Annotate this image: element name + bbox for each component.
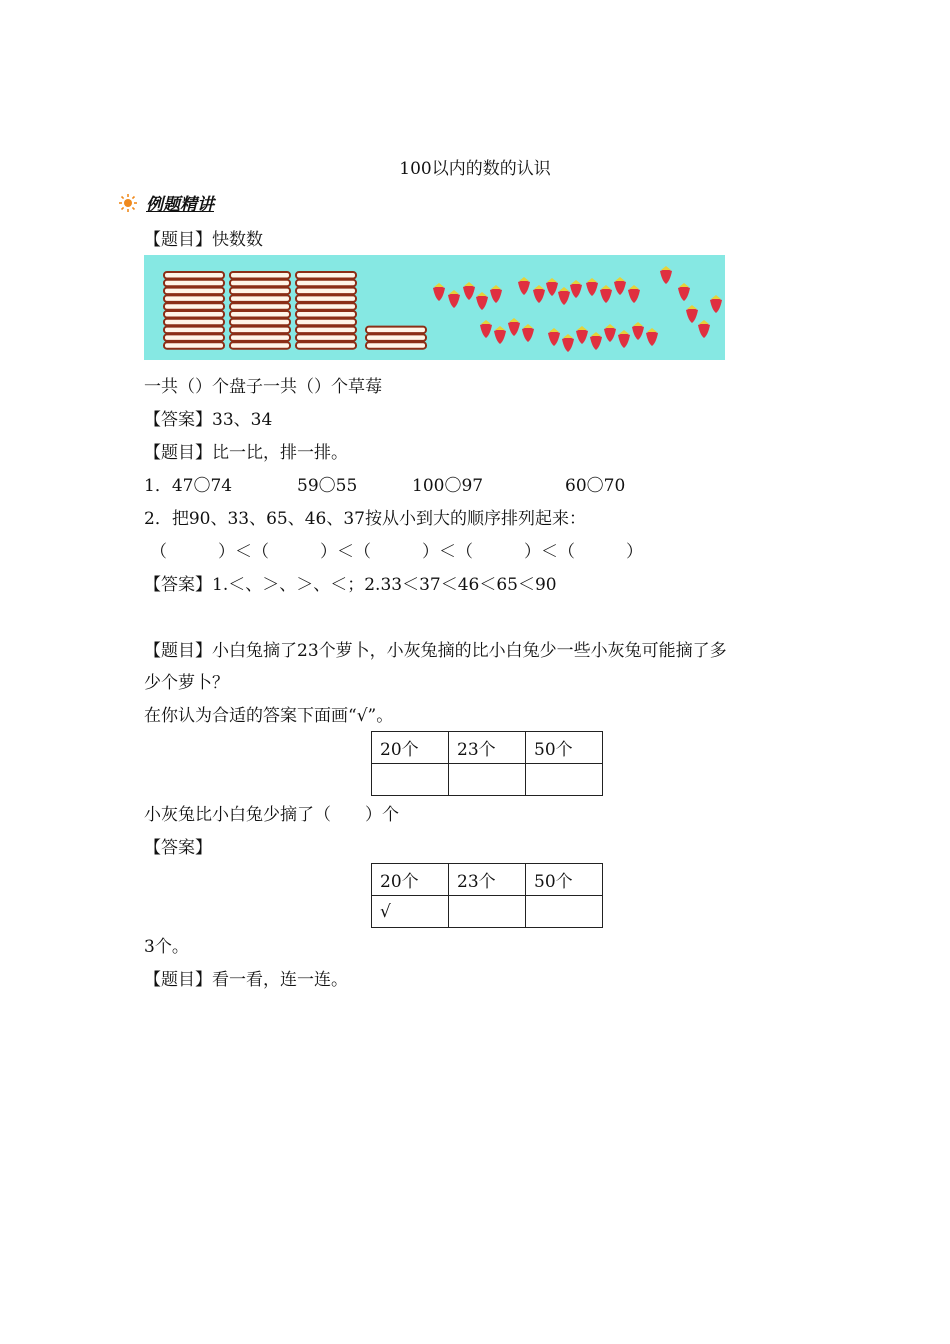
table-cell: √ bbox=[372, 896, 449, 928]
plate bbox=[296, 319, 356, 326]
table-header-cell: 23个 bbox=[449, 732, 526, 764]
strawberry bbox=[463, 282, 475, 300]
q4-label: 【题目】看一看，连一连。 bbox=[144, 970, 348, 990]
strawberry bbox=[433, 283, 445, 301]
plate bbox=[230, 319, 290, 326]
strawberry bbox=[546, 278, 558, 296]
strawberry bbox=[590, 332, 602, 350]
plate bbox=[164, 280, 224, 287]
q3-answer-label: 【答案】 bbox=[144, 838, 212, 858]
plate bbox=[164, 288, 224, 295]
strawberry bbox=[518, 277, 530, 295]
strawberry bbox=[628, 285, 640, 303]
plate bbox=[230, 280, 290, 287]
strawberry bbox=[570, 280, 582, 298]
plate bbox=[230, 272, 290, 279]
plate bbox=[164, 303, 224, 310]
strawberry bbox=[490, 285, 502, 303]
table-row bbox=[372, 732, 603, 764]
plate bbox=[296, 311, 356, 318]
plate bbox=[164, 342, 224, 349]
strawberry bbox=[678, 283, 690, 301]
plate bbox=[296, 334, 356, 341]
plate bbox=[230, 311, 290, 318]
plate bbox=[230, 295, 290, 302]
plate bbox=[366, 334, 426, 341]
plates-and-strawberries-illustration bbox=[144, 255, 725, 360]
plate bbox=[366, 327, 426, 334]
table-header-cell: 50个 bbox=[526, 732, 603, 764]
table-row bbox=[372, 864, 603, 896]
table-row bbox=[372, 896, 603, 928]
q2-answer: 【答案】1.＜、＞、＞、＜；2.33＜37＜46＜65＜90 bbox=[144, 575, 557, 595]
plate bbox=[296, 280, 356, 287]
strawberry bbox=[646, 328, 658, 346]
q2-ordering-blanks: （ ）＜（ ）＜（ ）＜（ ）＜（ ） bbox=[150, 542, 643, 562]
section-label: 例题精讲 bbox=[146, 195, 214, 215]
plate bbox=[164, 319, 224, 326]
strawberry bbox=[448, 290, 460, 308]
table-header-cell: 20个 bbox=[372, 864, 449, 896]
plate-stacks bbox=[164, 272, 426, 349]
plate bbox=[164, 334, 224, 341]
q1-prompt: 一共（）个盘子一共（）个草莓 bbox=[144, 377, 382, 397]
strawberry bbox=[710, 295, 722, 313]
table-header-cell: 23个 bbox=[449, 864, 526, 896]
strawberry bbox=[480, 320, 492, 338]
table-cell bbox=[526, 896, 603, 928]
section-header bbox=[118, 190, 214, 215]
q3-answer-text: 3个。 bbox=[144, 937, 189, 957]
strawberry bbox=[698, 320, 710, 338]
strawberry bbox=[576, 326, 588, 344]
strawberry bbox=[586, 278, 598, 296]
plate bbox=[164, 311, 224, 318]
q3-label-line2: 少个萝卜？ bbox=[144, 673, 229, 693]
answer-table bbox=[371, 863, 603, 928]
plate bbox=[296, 295, 356, 302]
plate bbox=[230, 334, 290, 341]
strawberry bbox=[494, 326, 506, 344]
strawberry bbox=[476, 292, 488, 310]
plate bbox=[296, 272, 356, 279]
table-cell[interactable] bbox=[449, 764, 526, 796]
strawberry bbox=[618, 330, 630, 348]
plate bbox=[164, 272, 224, 279]
plate bbox=[366, 342, 426, 349]
table-cell bbox=[449, 896, 526, 928]
compare-item-4: 60〇70 bbox=[565, 476, 626, 496]
strawberry bbox=[660, 266, 672, 284]
sun-icon bbox=[118, 193, 138, 213]
plate bbox=[296, 303, 356, 310]
q3-label-line1: 【题目】小白兔摘了23个萝卜，小灰兔摘的比小白兔少一些小灰兔可能摘了多 bbox=[144, 641, 727, 661]
plate bbox=[230, 327, 290, 334]
choice-table bbox=[371, 731, 603, 796]
table-cell[interactable] bbox=[526, 764, 603, 796]
table-row bbox=[372, 764, 603, 796]
strawberry bbox=[562, 334, 574, 352]
plate bbox=[230, 342, 290, 349]
q2-label: 【题目】比一比，排一排。 bbox=[144, 443, 348, 463]
compare-item-2: 59〇55 bbox=[297, 476, 358, 496]
compare-item-3: 100〇97 bbox=[412, 476, 484, 496]
strawberry bbox=[686, 305, 698, 323]
strawberries bbox=[433, 266, 722, 352]
table-header-cell: 20个 bbox=[372, 732, 449, 764]
q1-answer: 【答案】33、34 bbox=[144, 410, 273, 430]
plate bbox=[230, 303, 290, 310]
strawberry bbox=[508, 318, 520, 336]
plate bbox=[296, 342, 356, 349]
strawberry bbox=[604, 324, 616, 342]
counting-picture bbox=[144, 255, 725, 360]
compare-item-1: 1．47〇74 bbox=[144, 476, 233, 496]
strawberry bbox=[600, 285, 612, 303]
table-header-cell: 50个 bbox=[526, 864, 603, 896]
table-cell[interactable] bbox=[372, 764, 449, 796]
strawberry bbox=[533, 285, 545, 303]
plate bbox=[296, 327, 356, 334]
plate bbox=[230, 288, 290, 295]
plate bbox=[164, 295, 224, 302]
strawberry bbox=[548, 328, 560, 346]
strawberry bbox=[632, 322, 644, 340]
q3-fill-line: 小灰兔比小白兔少摘了（ ）个 bbox=[144, 805, 399, 825]
plate bbox=[164, 327, 224, 334]
q3-instruction: 在你认为合适的答案下面画“√”。 bbox=[144, 706, 394, 726]
q2-ordering-instruction: 2．把90、33、65、46、37按从小到大的顺序排列起来： bbox=[144, 509, 586, 529]
page-title: 100以内的数的认识 bbox=[399, 159, 551, 179]
q1-label: 【题目】快数数 bbox=[144, 230, 263, 250]
strawberry bbox=[558, 287, 570, 305]
strawberry bbox=[522, 324, 534, 342]
strawberry bbox=[614, 277, 626, 295]
plate bbox=[296, 288, 356, 295]
